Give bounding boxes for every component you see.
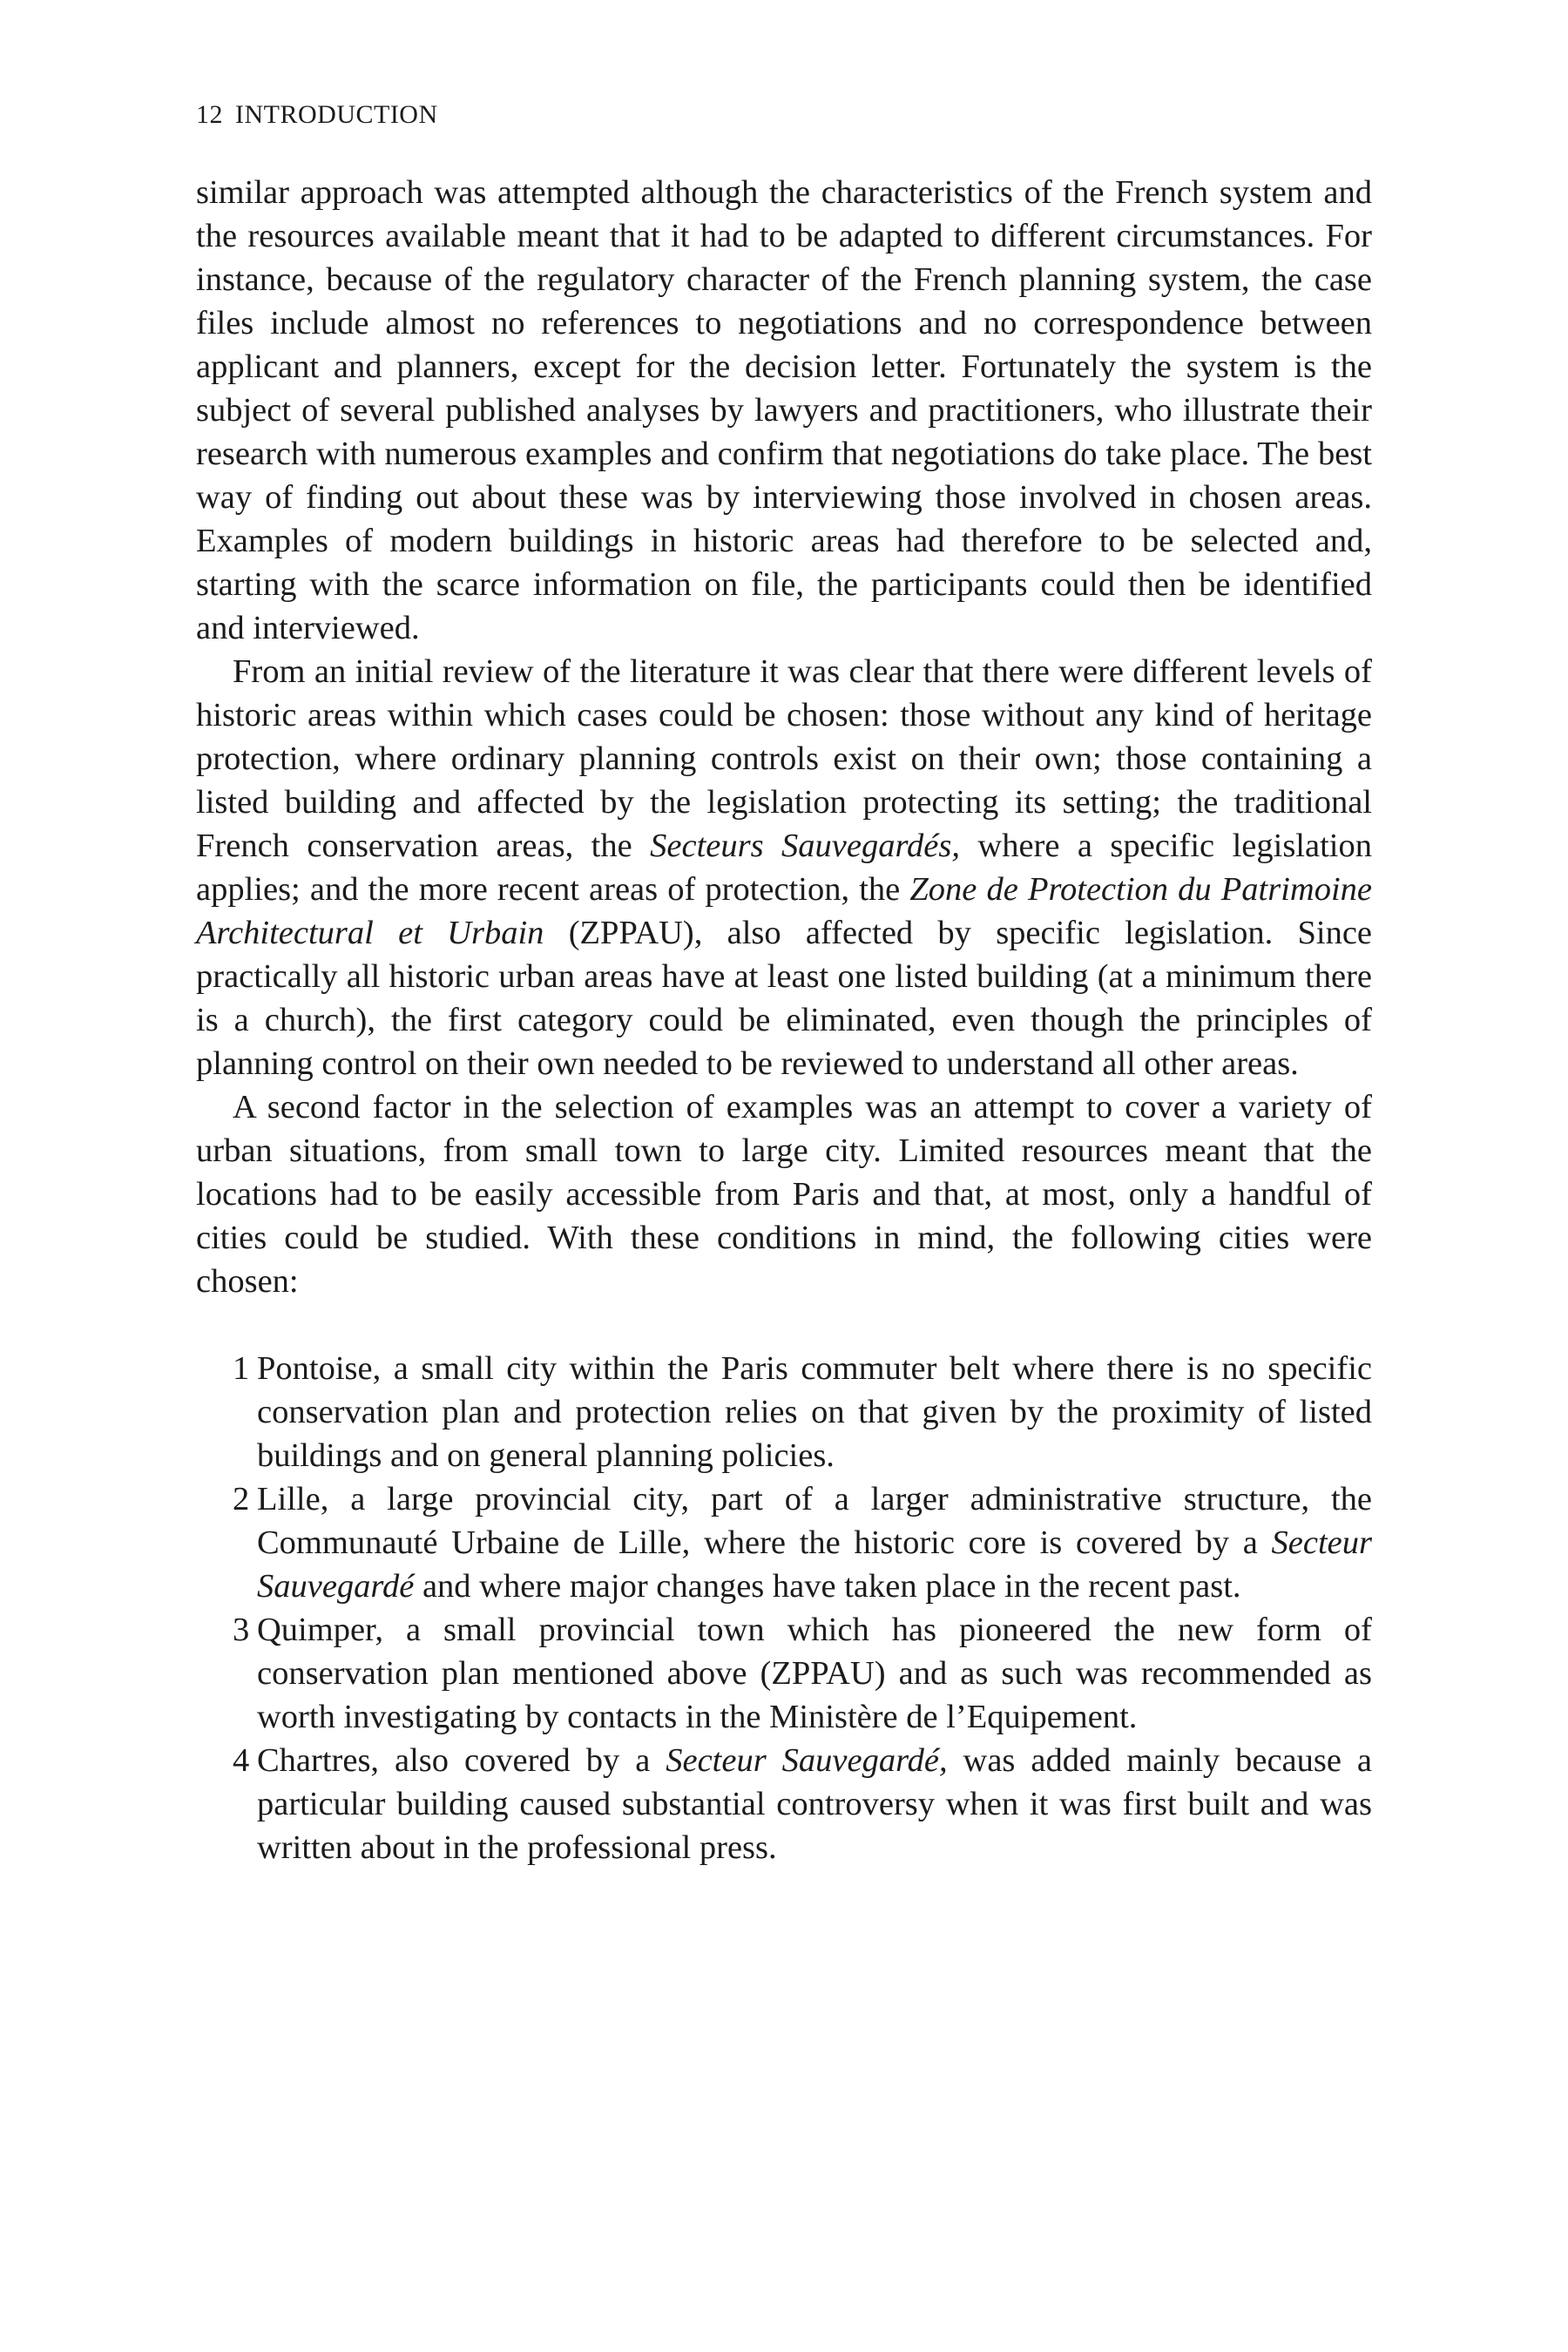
list-number: 1 — [233, 1350, 250, 1387]
body-text — [196, 171, 1372, 1869]
paragraph-text: A second factor in the selection of examples was an attempt to cover a variety of urban situations, from small town to large city. Limited resources meant that the locations had to be easily accessible from Paris and that, at most, only a handful of cities could be studied. With these conditions in mind, the following cities were chosen: — [196, 1089, 1372, 1300]
list-item-text: and where major changes have taken place in the recent past. — [414, 1568, 1241, 1605]
running-head — [196, 98, 438, 132]
section-title: INTRODUCTION — [235, 100, 438, 129]
paragraph — [196, 171, 1372, 650]
list-item-text: Quimper, a small provincial town which has pioneered the new form of conservation plan mentioned above (ZPPAU) and as such was recommended as worth investigating by contacts in the Ministère de l’Equipement. — [257, 1612, 1372, 1735]
paragraph — [196, 650, 1372, 1085]
list-item-text: Lille, a large provincial city, part of a larger administrative structure, the Communauté Urbaine de Lille, where the historic core is covered by a — [257, 1481, 1372, 1561]
list-number: 2 — [233, 1481, 250, 1517]
cities-list — [196, 1347, 1372, 1869]
paragraph-text: From an initial review of the literature it was clear that there were different levels of historic areas within which cases could be chosen: those without any kind of heritage protection, where ordinary planning controls exist on their own; those containing a listed building and affected by the legislation protecting its setting; the traditional French conservation areas, the — [196, 653, 1372, 864]
list-item — [196, 1477, 1372, 1608]
italic-term: Secteur Sauvegardé — [257, 1524, 1372, 1605]
italic-term: Secteurs Sauvegardés, — [650, 828, 960, 864]
list-item-text: was added mainly because a particular building caused substantial controversy when it was first built and was written about in the professional press. — [257, 1742, 1372, 1866]
list-item-text: Chartres, also covered by a — [257, 1742, 666, 1779]
list-number: 3 — [233, 1612, 250, 1648]
paragraph-text: similar approach was attempted although the characteristics of the French system and the resources available meant that it had to be adapted to different circumstances. For instance, because of the regulatory character of the French planning system, the case files include almost no references to negotiations and no correspondence between applicant and planners, except for the decision letter. Fortunately the system is the subject of several published analyses by lawyers and practitioners, who illustrate their research with numerous examples and confirm that negotiations do take place. The best way of finding out about these was by interviewing those involved in chosen areas. Examples of modern buildings in historic areas had therefore to be selected and, starting with the scarce information on file, the participants could then be identified and interviewed. — [196, 174, 1372, 646]
paragraph — [196, 1085, 1372, 1303]
page-number: 12 — [196, 100, 223, 129]
paragraph-text: where a specific legislation applies; and the more recent areas of protection, the — [196, 828, 1372, 908]
paragraph-text: (ZPPAU), also affected by specific legislation. Since practically all historic urban areas have at least one listed building (at a minimum there is a church), the first category could be eliminated, even though the principles of planning control on their own needed to be reviewed to understand all other areas. — [196, 915, 1372, 1082]
italic-term: Zone de Protection du Patrimoine Architectural et Urbain — [196, 871, 1372, 951]
list-item — [196, 1608, 1372, 1739]
list-item — [196, 1347, 1372, 1477]
list-number: 4 — [233, 1742, 250, 1779]
list-item — [196, 1739, 1372, 1869]
list-item-text: Pontoise, a small city within the Paris commuter belt where there is no specific conservation plan and protection relies on that given by the proximity of listed buildings and on general planning policies. — [257, 1350, 1372, 1474]
italic-term: Secteur Sauvegardé, — [666, 1742, 948, 1779]
